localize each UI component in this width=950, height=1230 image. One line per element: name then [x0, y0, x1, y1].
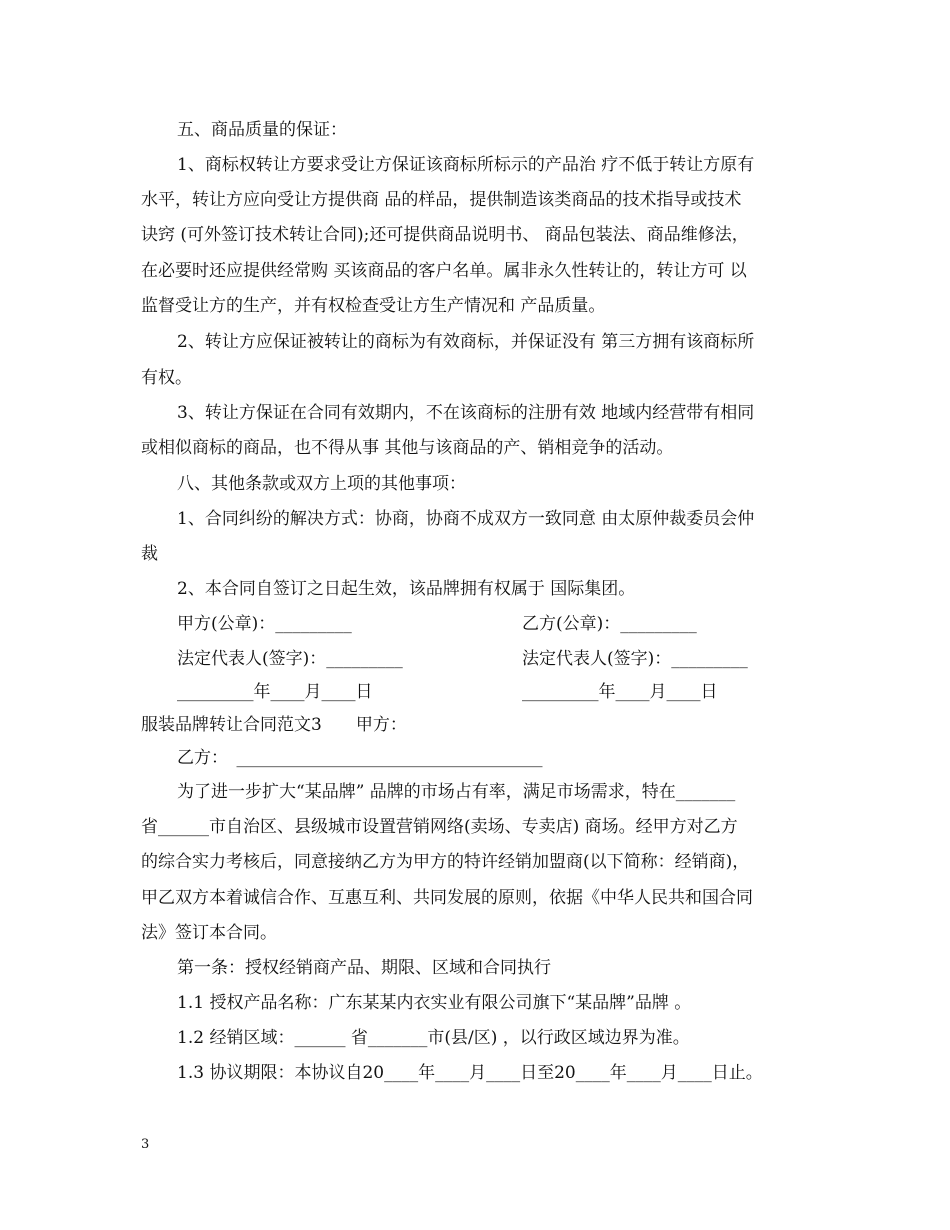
party-a-seal: 甲方(公章)：_________ — [177, 614, 352, 634]
clause-line: 1.3 协议期限：本协议自20____年____月____日至20____年____月____日止。 — [177, 1063, 763, 1083]
paragraph-line: 在必要时还应提供经常购 买该商品的客户名单。属非永久性转让的，转让方可 以 — [141, 261, 747, 281]
party-b-line: 乙方： ____________________________________ — [177, 748, 543, 768]
paragraph-line: 2、转让方应保证被转让的商标为有效商标，并保证没有 第三方拥有该商标所 — [177, 332, 755, 352]
paragraph-line: 甲乙双方本着诚信合作、互惠互利、共同发展的原则，依据《中华人民共和国合同 — [141, 888, 753, 908]
party-a-date: _________年____月____日 — [177, 682, 373, 702]
paragraph-line: 省______市自治区、县级城市设置营销网络(卖场、专卖店) 商场。经甲方对乙方 — [141, 817, 738, 837]
paragraph-line: 法》签订本合同。 — [141, 923, 277, 943]
paragraph-line: 3、转让方保证在合同有效期内，不在该商标的注册有效 地域内经营带有相同 — [177, 403, 755, 423]
page-number: 3 — [141, 1137, 150, 1152]
paragraph-line: 水平，转让方应向受让方提供商 品的样品，提供制造该类商品的技术指导或技术 — [141, 190, 742, 210]
paragraph-line: 2、本合同自签订之日起生效，该品牌拥有权属于 国际集团。 — [177, 579, 636, 599]
section-heading: 五、商品质量的保证： — [177, 120, 347, 140]
paragraph-line: 为了进一步扩大“某品牌” 品牌的市场占有率，满足市场需求，特在_______ — [177, 782, 736, 802]
article-heading: 第一条：授权经销商产品、期限、区域和合同执行 — [177, 958, 551, 978]
clause-line: 1.1 授权产品名称：广东某某内衣实业有限公司旗下“某品牌”品牌 。 — [177, 993, 692, 1013]
paragraph-line: 1、商标权转让方要求受让方保证该商标所标示的产品治 疗不低于转让方原有 — [177, 155, 755, 175]
paragraph-line: 的综合实力考核后，同意接纳乙方为甲方的特许经销加盟商(以下简称：经销商)， — [141, 852, 750, 872]
party-b-representative: 法定代表人(签字)：_________ — [522, 649, 748, 669]
party-b-date: _________年____月____日 — [522, 682, 718, 702]
paragraph-line: 1、合同纠纷的解决方式：协商，协商不成双方一致同意 由太原仲裁委员会仲 — [177, 509, 755, 529]
party-a-representative: 法定代表人(签字)：_________ — [177, 649, 403, 669]
section-heading: 八、其他条款或双方上项的其他事项： — [177, 474, 466, 494]
paragraph-line: 或相似商标的商品，也不得从事 其他与该商品的产、销相竞争的活动。 — [141, 438, 674, 458]
party-b-seal: 乙方(公章)：_________ — [522, 614, 697, 634]
paragraph-line: 有权。 — [141, 368, 192, 388]
paragraph-line: 裁 — [141, 544, 158, 564]
paragraph-line: 监督受让方的生产，并有权检查受让方生产情况和 产品质量。 — [141, 296, 606, 316]
contract-title: 服装品牌转让合同范文3 甲方： — [141, 715, 407, 735]
paragraph-line: 诀窍 (可外签订技术转让合同);还可提供商品说明书、 商品包装法、商品维修法， — [141, 225, 749, 245]
clause-line: 1.2 经销区域：______ 省_______市(县/区) ，以行政区域边界为准。 — [177, 1028, 690, 1048]
